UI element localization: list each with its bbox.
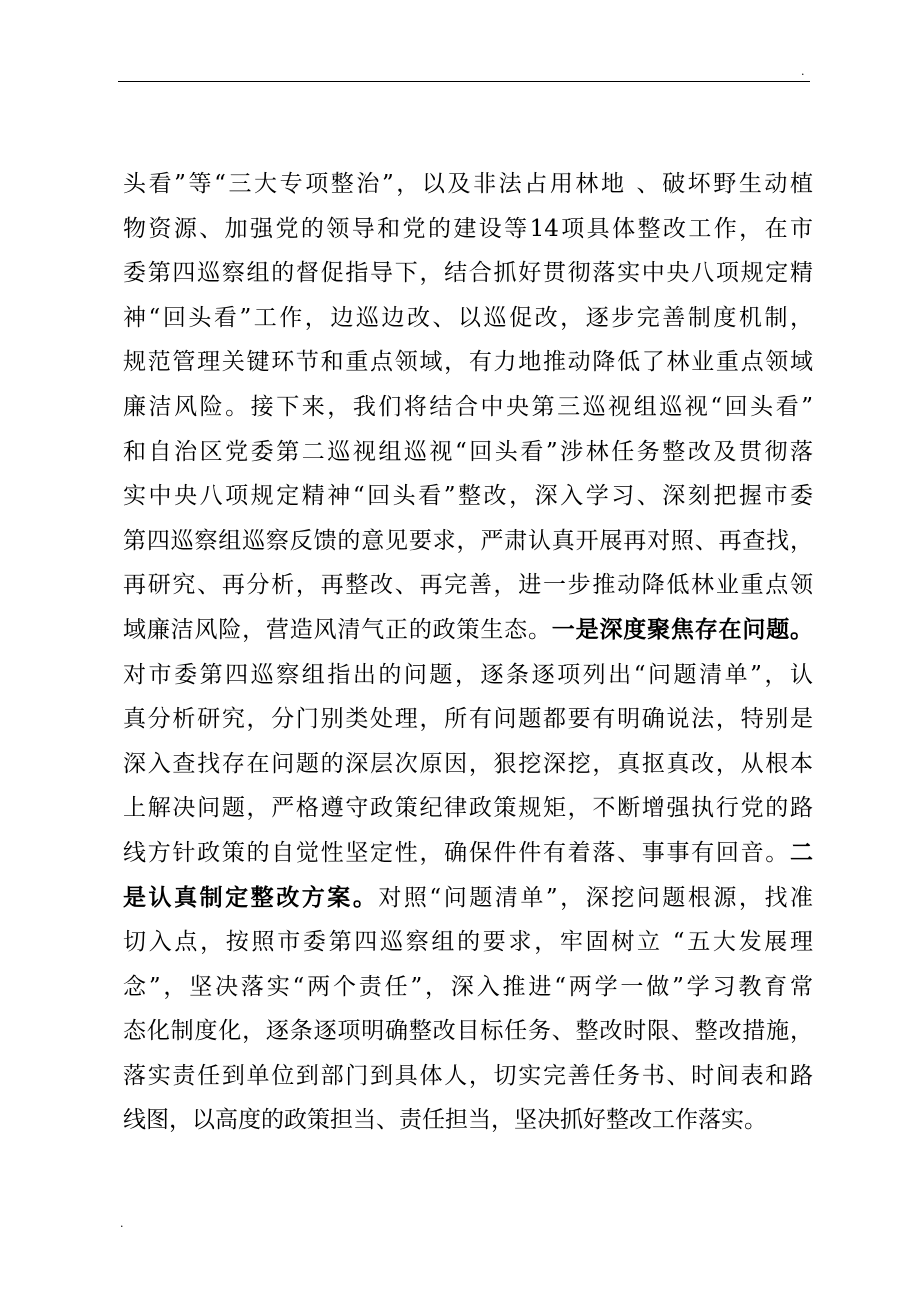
text-line: 深入查找存在问题的深层次原因，狠挖深挖，真抠真改，从根本 [123,750,813,777]
text-line: 真分析研究，分门别类处理，所有问题都要有明确说法，特别是 [123,706,813,733]
text-line: 线方针政策的自觉性坚定性，确保件件有着落、事事有回音。二 [123,838,813,866]
heading-two-start: 二 [790,838,813,866]
text-line: 神“回头看”工作，边巡边改、以巡促改，逐步完善制度机制， [123,304,813,331]
text-line: 再研究、再分析，再整改、再完善，进一步推动降低林业重点领 [123,572,813,599]
text-line: 切入点，按照市委第四巡察组的要求，牢固树立 “五大发展理 [123,929,813,956]
text-line: 域廉洁风险，营造风清气正的政策生态。一是深度聚焦存在问题。 [123,615,813,643]
footer-mark: . [120,1217,124,1230]
text-line: 念”，坚决落实“两个责任”，深入推进“两学一做”学习教育常 [123,973,813,1000]
text-line: 和自治区党委第二巡视组巡视“回头看”涉林任务整改及贯彻落 [123,438,813,465]
text-line: 上解决问题，严格遵守政策纪律政策规矩，不断增强执行党的路 [123,795,813,822]
header-rule [118,81,810,82]
text-line: 实中央八项规定精神“回头看”整改，深入学习、深刻把握市委 [123,483,813,510]
text-line: 规范管理关键环节和重点领域，有力地推动降低了林业重点领域 [123,349,813,376]
text-line: 落实责任到单位到部门到具体人，切实完善任务书、时间表和路 [123,1062,813,1089]
text-line: 委第四巡察组的督促指导下，结合抓好贯彻落实中央八项规定精 [123,260,813,287]
heading-two: 是认真制定整改方案。 [123,883,379,911]
text-line: 对市委第四巡察组指出的问题，逐条逐项列出“问题清单”，认 [123,661,813,688]
body-paragraph [123,162,813,1143]
text-line: 线图，以高度的政策担当、责任担当，坚决抓好整改工作落实。 [123,1107,767,1134]
text-line: 头看”等“三大专项整治”，以及非法占用林地 、破坏野生动植 [123,171,813,197]
text-line: 态化制度化，逐条逐项明确整改目标任务、整改时限、整改措施， [123,1018,813,1045]
header-mark: . [801,65,805,78]
text-line: 物资源、加强党的领导和党的建设等14项具体整改工作，在市 [123,215,813,242]
text-line: 是认真制定整改方案。对照“问题清单”，深挖问题根源，找准 [123,883,813,911]
text-line: 廉洁风险。接下来，我们将结合中央第三巡视组巡视“回头看” [123,393,813,420]
text-line: 第四巡察组巡察反馈的意见要求，严肃认真开展再对照、再查找， [123,527,813,554]
heading-one: 一是深度聚焦存在问题。 [551,615,813,643]
